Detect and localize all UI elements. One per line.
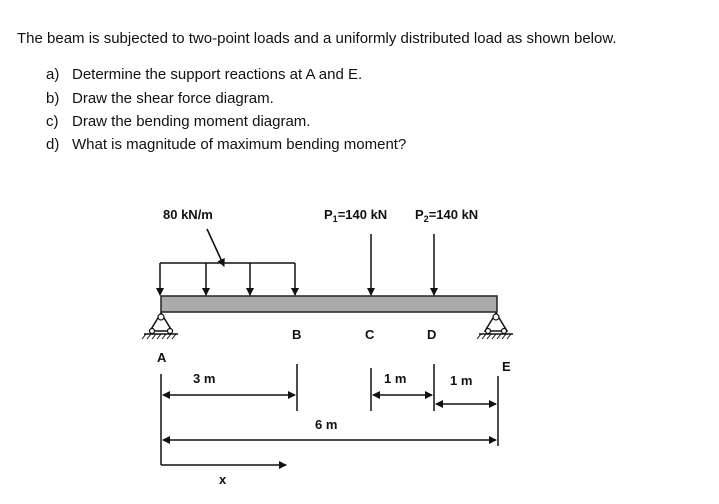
beam bbox=[161, 296, 497, 312]
udl-load bbox=[160, 263, 295, 295]
point-c-label: C bbox=[365, 327, 375, 342]
p2-label: $P_2=140$ kN bbox=[415, 207, 479, 224]
question-c: c) Draw the bending moment diagram. bbox=[46, 113, 311, 130]
udl-pointer-arrow bbox=[207, 229, 224, 266]
point-b-label: B bbox=[292, 327, 302, 342]
dim-cd-label: 1 m bbox=[384, 371, 407, 386]
point-a-label: A bbox=[157, 350, 167, 365]
point-d-label: D bbox=[427, 327, 437, 342]
question-a: a) Determine the support reactions at A and E. bbox=[46, 66, 363, 83]
problem-intro: The beam is subjected to two-point loads and a uniformly distributed load as shown below. bbox=[17, 30, 617, 47]
dim-ab-label: 3 m bbox=[193, 371, 216, 386]
support-e bbox=[477, 313, 513, 339]
question-b: b) Draw the shear force diagram. bbox=[46, 90, 274, 107]
support-a bbox=[142, 313, 178, 339]
dim-de-label: 1 m bbox=[450, 373, 473, 388]
dim-ae-label: 6 m bbox=[315, 417, 338, 432]
question-d: d) What is magnitude of maximum bending moment? bbox=[46, 136, 407, 153]
p1-label: $P_1=140$ kN bbox=[324, 207, 388, 224]
x-axis-label: x bbox=[219, 472, 227, 487]
udl-label: 80 kN/m bbox=[163, 207, 213, 222]
point-e-label: E bbox=[502, 359, 511, 374]
